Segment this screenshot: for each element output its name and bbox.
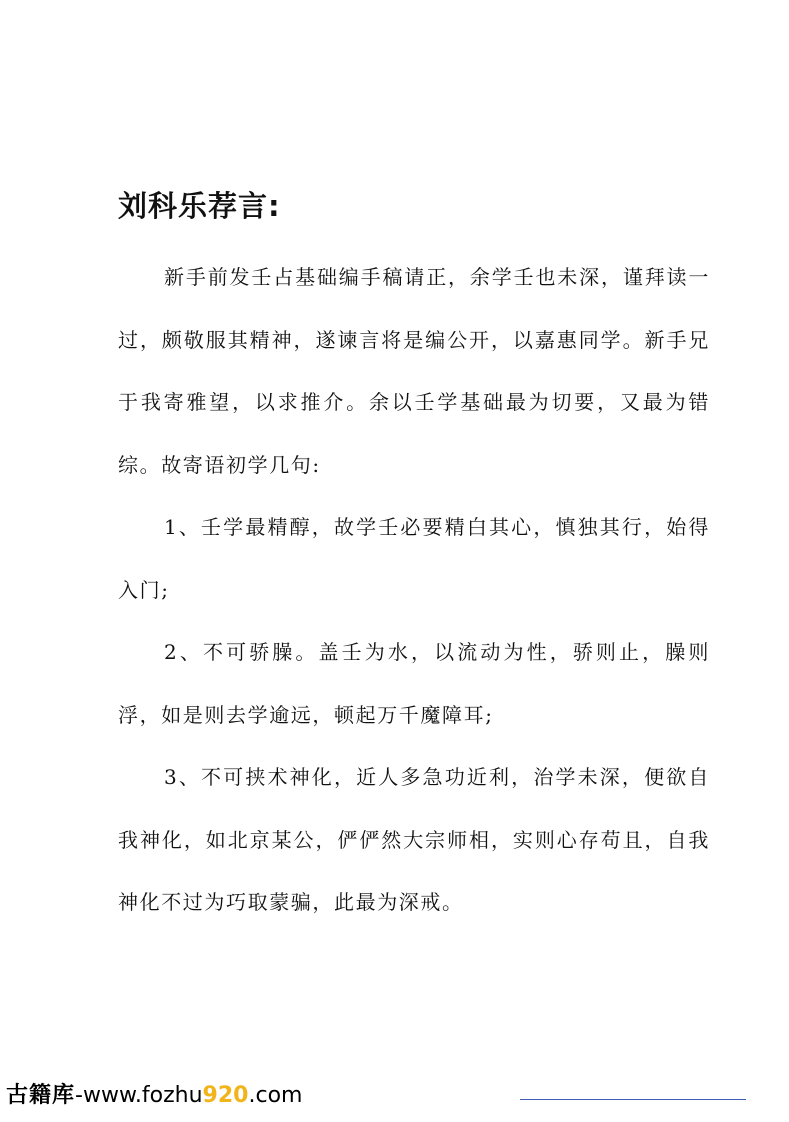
paragraph-intro: 新手前发壬占基础编手稿请正，余学壬也未深，谨拜读一过，颇敬服其精神，遂谏言将是编公开，以嘉惠同学。新手兄于我寄雅望，以求推介。余以壬学基础最为切要，又最为错综。故寄语初学几句: — [118, 265, 710, 477]
watermark-url-prefix: -www.fozhu — [75, 1083, 203, 1108]
footer-divider — [520, 1099, 746, 1100]
paragraph-point-2: 2、不可骄臊。盖壬为水，以流动为性，骄则止，臊则浮，如是则去学逾远，顿起万千魔障耳; — [118, 640, 710, 727]
watermark-url-digits: 920 — [202, 1083, 249, 1108]
paragraph-point-3: 3、不可挟术神化，近人多急功近利，治学未深，便欲自我神化，如北京某公，俨俨然大宗师相，实则心存苟且，自我神化不过为巧取蒙骗，此最为深戒。 — [118, 765, 710, 914]
watermark-site-name: 古籍库 — [6, 1083, 76, 1108]
footer-watermark — [6, 1078, 302, 1114]
paragraph-point-1: 1、壬学最精醇，故学壬必要精白其心，慎独其行，始得入门; — [118, 515, 710, 602]
watermark-url-suffix: .com — [248, 1083, 303, 1108]
recommendation-body — [118, 246, 710, 934]
page-title: 刘科乐荐言: — [118, 189, 281, 223]
